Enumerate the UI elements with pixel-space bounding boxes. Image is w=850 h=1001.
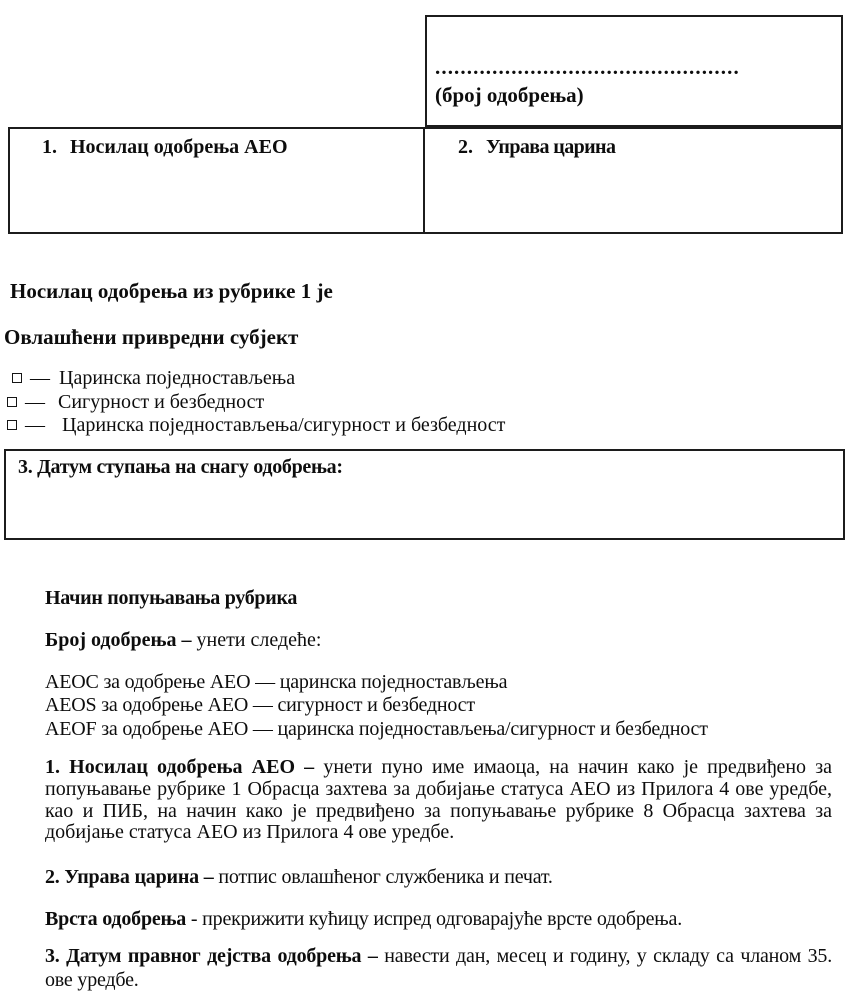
holder-customs-table bbox=[8, 127, 843, 234]
cell-number: 2. bbox=[458, 136, 473, 158]
holder-from-box1-line: Носилац одобрења из рубрике 1 је bbox=[10, 279, 333, 303]
type-of-approval-paragraph bbox=[45, 908, 832, 931]
checkbox-square-icon[interactable] bbox=[12, 373, 22, 383]
checkbox-dash: — bbox=[30, 367, 50, 389]
approval-type-checkbox-list bbox=[7, 367, 505, 438]
customs-administration-cell bbox=[425, 129, 841, 232]
checkbox-dash: — bbox=[25, 414, 45, 437]
holder-instruction-paragraph bbox=[45, 757, 832, 844]
aeo-code-line: AEOC за одобрење АЕО — царинска поједностављења bbox=[45, 671, 508, 693]
holder-of-approval-label: Носилац одобрења АЕО bbox=[70, 136, 288, 158]
checkbox-row-combined bbox=[7, 414, 505, 438]
checkbox-dash: — bbox=[25, 390, 45, 413]
instruction-bold-part: 2. Управа царина – bbox=[45, 866, 214, 888]
instruction-bold-part: Врста одобрења bbox=[45, 908, 187, 930]
checkbox-label: Царинска поједностављења bbox=[59, 367, 296, 389]
effective-date-label: 3. Датум ступања на снагу одобрења: bbox=[18, 456, 343, 478]
customs-administration-paragraph bbox=[45, 866, 832, 889]
instruction-bold-part: 3. Датум правног дејства одобрења – bbox=[45, 945, 378, 967]
instruction-text-part: унети следеће: bbox=[191, 629, 322, 651]
approval-number-instruction bbox=[45, 629, 832, 652]
aeo-code-list bbox=[45, 671, 832, 741]
instruction-text-part: потпис овлашћеног службеника и печат. bbox=[213, 866, 553, 888]
approval-number-box bbox=[425, 15, 843, 127]
checkbox-row-customs-simplifications bbox=[7, 367, 505, 391]
cell-number: 1. bbox=[42, 136, 57, 158]
approval-number-caption: (број одобрења) bbox=[435, 83, 584, 107]
instruction-text-part: унети пуно име имаоца, на начин како је предвиђено за попуњавање рубрике 1 Обрасца захтева за добијање статуса АЕО из Прилога 4 ове уредбе, као и ПИБ, на начин како је предвиђено за попуњавање рубрике 8 Обрасца захтева за добијање статуса АЕО из Прилога 4 ове уредбе. bbox=[45, 756, 832, 844]
effective-date-box bbox=[4, 449, 845, 540]
instructions-title: Начин попуњавања рубрика bbox=[45, 587, 298, 609]
instruction-text-part: навести дан, месец и годину, у складу са чланом 35. ове уредбе. bbox=[45, 945, 833, 991]
holder-of-approval-cell bbox=[10, 129, 425, 232]
instruction-bold-part: 1. Носилац одобрења АЕО – bbox=[45, 756, 315, 778]
checkbox-square-icon[interactable] bbox=[7, 420, 17, 430]
instruction-text-part: - прекрижити кућицу испред одговарајуће врсте одобрења. bbox=[186, 908, 683, 930]
checkbox-row-security-safety bbox=[7, 391, 505, 415]
legal-effect-date-paragraph bbox=[45, 944, 832, 992]
customs-administration-label: Управа царина bbox=[486, 136, 616, 158]
aeo-code-line: AEOF за одобрење АЕО — царинска поједностављења/сигурност и безбедност bbox=[45, 717, 708, 740]
instruction-bold-part: Број одобрења – bbox=[45, 629, 192, 651]
checkbox-square-icon[interactable] bbox=[7, 397, 17, 407]
checkbox-label: Сигурност и безбедност bbox=[58, 390, 265, 413]
aeo-code-line: AEOS за одобрење АЕО — сигурност и безбедност bbox=[45, 694, 475, 717]
authorized-economic-operator-heading: Овлашћени привредни субјект bbox=[4, 325, 299, 349]
approval-number-dotted-line: ................................................ bbox=[435, 55, 740, 79]
checkbox-label: Царинска поједностављења/сигурност и безбедност bbox=[62, 414, 506, 437]
